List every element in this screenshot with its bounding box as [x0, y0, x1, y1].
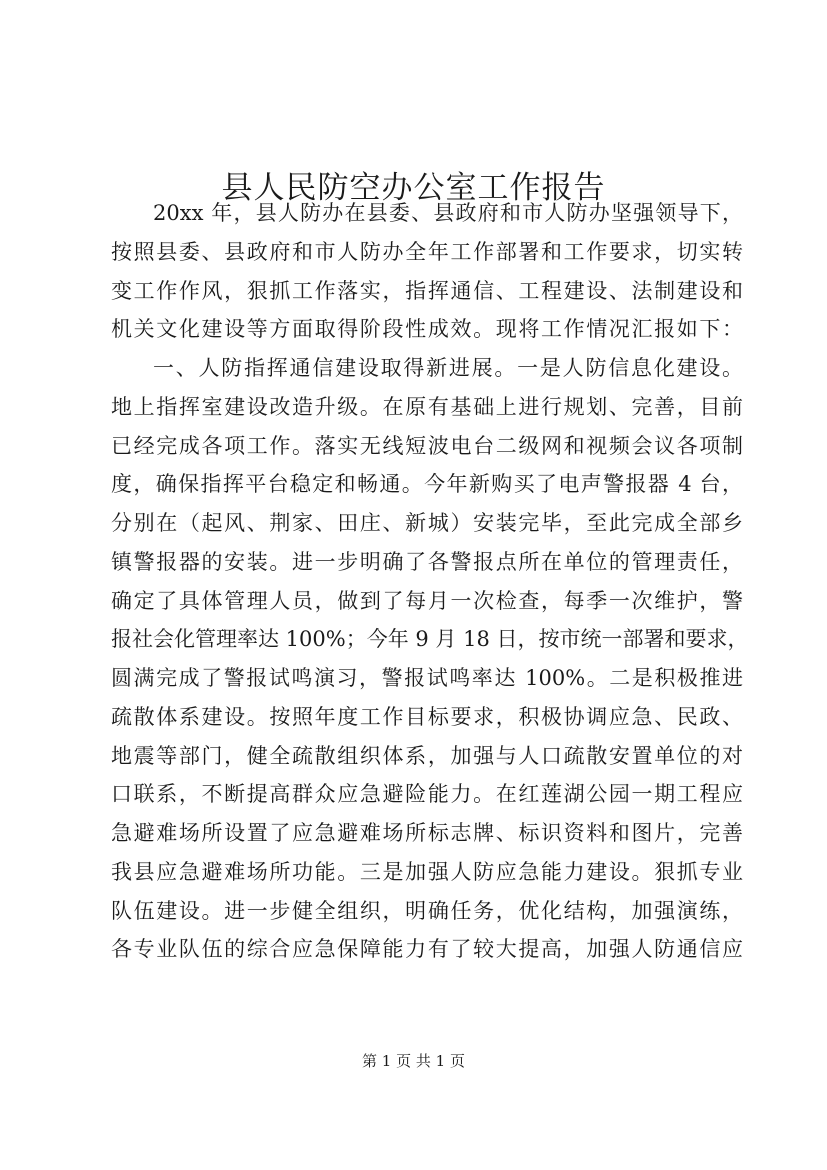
body-line: 地震等部门，健全疏散组织体系，加强与人口疏散安置单位的对	[111, 743, 743, 768]
body-line: 按照县委、县政府和市人防办全年工作部署和工作要求，切实转	[111, 239, 743, 264]
body-line: 队伍建设。进一步健全组织，明确任务，优化结构，加强演练，	[111, 898, 743, 923]
body-line: 我县应急避难场所功能。三是加强人防应急能力建设。狠抓专业	[111, 859, 743, 884]
document-body	[111, 194, 749, 969]
body-line: 圆满完成了警报试鸣演习，警报试鸣率达 100%。二是积极推进	[111, 666, 743, 690]
page-footer: 第 1 页 共 1 页	[362, 1052, 465, 1070]
body-line: 地上指挥室建设改造升级。在原有基础上进行规划、完善，目前	[111, 394, 743, 419]
document-title: 县人民防空办公室工作报告	[221, 169, 606, 206]
body-line: 一、人防指挥通信建设取得新进展。一是人防信息化建设。	[153, 356, 743, 380]
body-line: 20xx 年，县人防办在县委、县政府和市人防办坚强领导下，	[153, 201, 743, 225]
body-line: 已经完成各项工作。落实无线短波电台二级网和视频会议各项制	[111, 433, 743, 458]
body-line: 急避难场所设置了应急避难场所标志牌、标识资料和图片，完善	[111, 821, 743, 845]
body-line: 度，确保指挥平台稳定和畅通。今年新购买了电声警报器 4 台，	[111, 472, 743, 497]
body-line: 机关文化建设等方面取得阶段性成效。现将工作情况汇报如下：	[111, 317, 743, 342]
body-line: 疏散体系建设。按照年度工作目标要求，积极协调应急、民政、	[111, 704, 743, 729]
body-line: 分别在（起风、荆家、田庄、新城）安装完毕，至此完成全部乡	[111, 511, 743, 535]
body-line: 报社会化管理率达 100%；今年 9 月 18 日，按市统一部署和要求，	[111, 627, 749, 652]
body-line: 各专业队伍的综合应急保障能力有了较大提高，加强人防通信应	[111, 937, 743, 962]
body-line: 镇警报器的安装。进一步明确了各警报点所在单位的管理责任，	[111, 549, 743, 574]
body-line: 变工作作风，狠抓工作落实，指挥通信、工程建设、法制建设和	[111, 278, 743, 303]
body-line: 口联系，不断提高群众应急避险能力。在红莲湖公园一期工程应	[111, 782, 743, 807]
body-line: 确定了具体管理人员，做到了每月一次检查，每季一次维护，警	[111, 588, 743, 613]
